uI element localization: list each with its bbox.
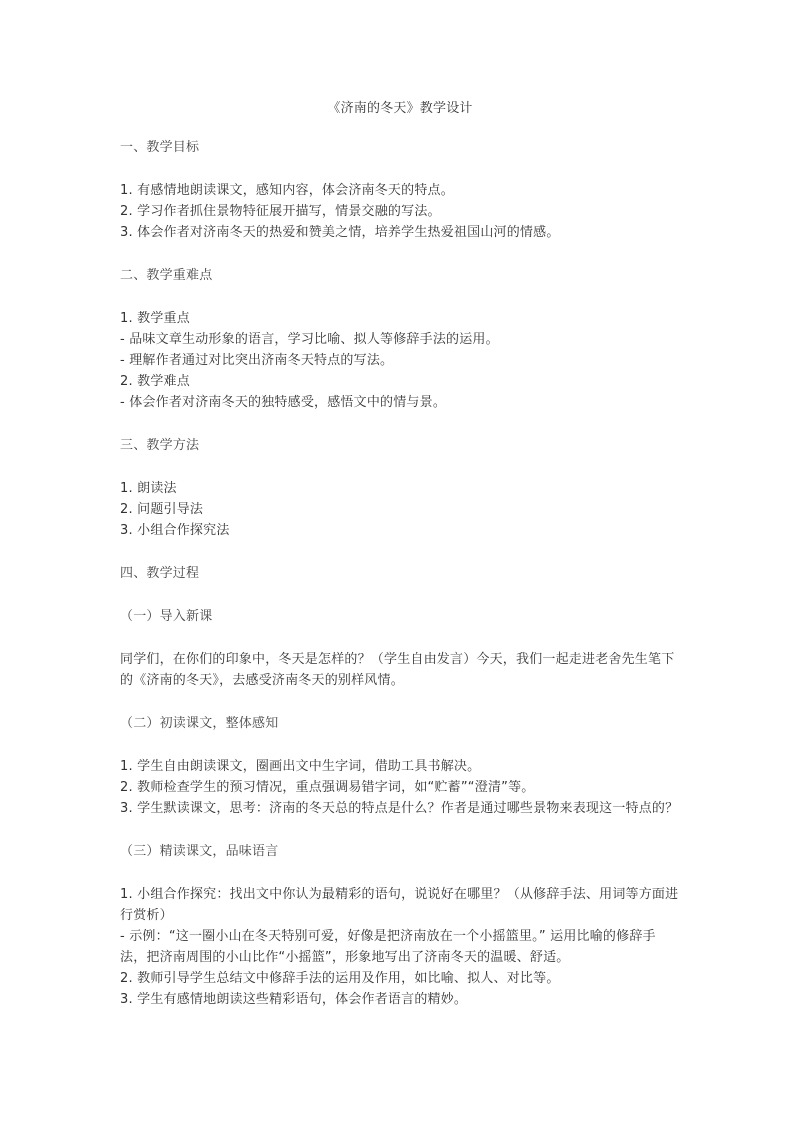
list-item: 3. 学生默读课文，思考：济南的冬天总的特点是什么？作者是通过哪些景物来表现这一特点的？ [120,801,679,816]
list-item: 3. 学生有感情地朗读这些精彩语句，体会作者语言的精妙。 [120,992,468,1007]
section-heading-objectives: 一、教学目标 [120,140,200,155]
section-heading-key-points: 二、教学重难点 [120,268,213,283]
document-title: 《济南的冬天》教学设计 [327,101,473,116]
list-item: 2. 教学难点 [120,374,190,389]
list-item: 1. 小组合作探究：找出文中你认为最精彩的语句，说说好在哪里？（从修辞手法、用词等方面进行赏析） [120,887,679,923]
list-item: - 示例：“这一圈小山在冬天特别可爱，好像是把济南放在一个小摇篮里。” 运用比喻的修辞手法，把济南周围的小山比作“小摇篮”，形象地写出了济南冬天的温暖、舒适。 [120,929,656,965]
subsection-heading-close-reading: （三）精读课文，品味语言 [120,844,279,859]
methods-list [120,478,680,541]
list-item: 1. 有感情地朗读课文，感知内容，体会济南冬天的特点。 [120,183,454,198]
list-item: - 品味文章生动形象的语言，学习比喻、拟人等修辞手法的运用。 [120,332,499,347]
list-item: 3. 小组合作探究法 [120,523,230,538]
list-item: 1. 教学重点 [120,311,190,326]
key-points-list [120,308,680,413]
section-heading-methods: 三、教学方法 [120,438,200,453]
intro-paragraph [120,649,680,691]
list-item: 2. 教师检查学生的预习情况，重点强调易错字词，如“贮蓄”“澄清”等。 [120,780,535,795]
section-heading-process: 四、教学过程 [120,566,200,581]
list-item: 2. 问题引导法 [120,502,204,517]
list-item: 2. 学习作者抓住景物特征展开描写，情景交融的写法。 [120,204,441,219]
subsection-heading-intro: （一）导入新课 [120,609,213,624]
document-body [120,98,680,1032]
list-item: 1. 朗读法 [120,481,177,496]
list-item: 2. 教师引导学生总结文中修辞手法的运用及作用，如比喻、拟人、对比等。 [120,971,560,986]
close-reading-list [120,884,680,1010]
list-item: 1. 学生自由朗读课文，圈画出文中生字词，借助工具书解决。 [120,759,481,774]
objectives-list [120,180,680,243]
list-item: - 理解作者通过对比突出济南冬天特点的写法。 [120,353,394,368]
paragraph: 同学们，在你们的印象中，冬天是怎样的？（学生自由发言）今天，我们一起走进老舍先生笔下的《济南的冬天》，去感受济南冬天的别样风情。 [120,652,675,688]
first-reading-list [120,756,680,819]
list-item: - 体会作者对济南冬天的独特感受，感悟文中的情与景。 [120,395,447,410]
subsection-heading-first-reading: （二）初读课文，整体感知 [120,716,279,731]
list-item: 3. 体会作者对济南冬天的热爱和赞美之情，培养学生热爱祖国山河的情感。 [120,225,560,240]
